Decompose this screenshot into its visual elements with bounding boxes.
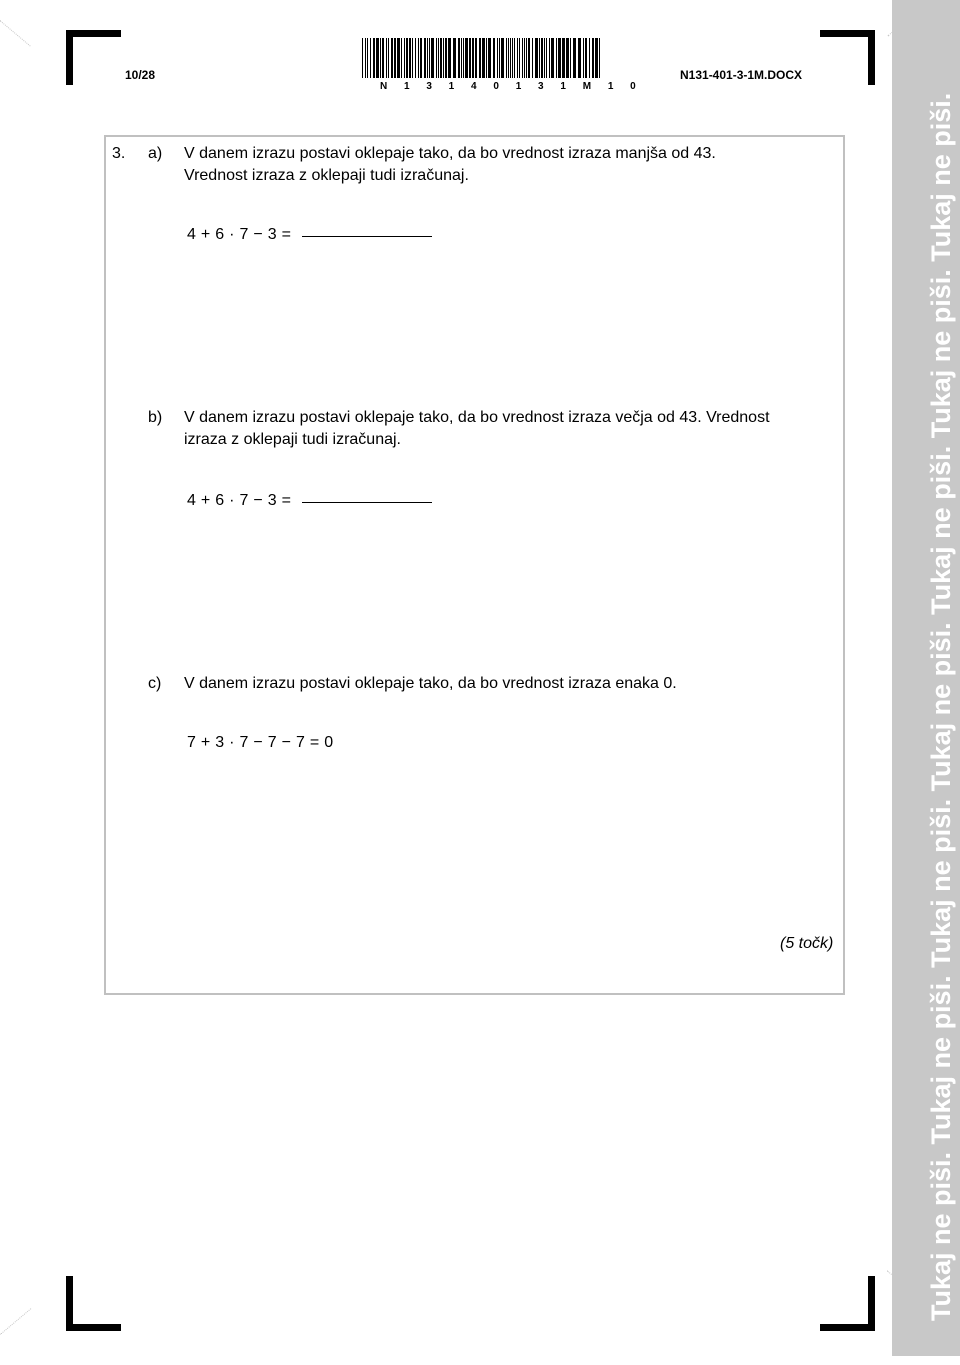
part-a-label: a) xyxy=(148,145,163,162)
part-c-expression xyxy=(187,732,333,753)
barcode-stripe xyxy=(592,38,594,78)
barcode-stripe xyxy=(541,38,543,78)
barcode-stripe xyxy=(424,38,426,78)
barcode-stripe xyxy=(562,38,565,78)
barcode-stripe xyxy=(546,38,547,78)
barcode-stripe xyxy=(595,38,598,78)
task-number: 3. xyxy=(112,145,126,162)
expr-term: 4 xyxy=(187,492,196,509)
barcode-stripe xyxy=(583,38,584,78)
crop-mark-top-right xyxy=(820,30,875,85)
barcode-stripe xyxy=(479,38,481,78)
do-not-write-bar xyxy=(892,0,960,1356)
barcode-stripe xyxy=(508,38,509,78)
barcode-stripe xyxy=(382,38,384,78)
expr-result: 0 xyxy=(324,734,334,751)
barcode-stripe xyxy=(418,38,419,78)
barcode-stripe xyxy=(488,38,491,78)
expr-term: 3 xyxy=(267,226,277,243)
expr-term: 7 xyxy=(239,492,249,509)
barcode-stripe xyxy=(522,38,523,78)
points-label: (5 točk) xyxy=(780,935,834,952)
part-b-label: b) xyxy=(148,409,163,426)
barcode-stripe xyxy=(519,38,520,78)
barcode-stripe xyxy=(463,38,464,78)
barcode-stripe xyxy=(438,38,439,78)
barcode-stripe xyxy=(573,38,576,78)
expr-operator: = xyxy=(281,492,291,509)
expr-term: 6 xyxy=(215,226,225,243)
barcode-stripe xyxy=(486,38,487,78)
barcode-stripe xyxy=(445,38,447,78)
expr-operator: − xyxy=(253,492,263,509)
barcode-stripe xyxy=(510,38,511,78)
barcode-text: N 1 3 1 4 0 1 3 1 M 1 0 xyxy=(380,81,643,92)
barcode-stripe xyxy=(556,38,557,78)
expr-operator: = xyxy=(281,226,291,243)
crop-mark-top-left xyxy=(66,30,121,85)
barcode-stripe xyxy=(461,38,462,78)
expr-term: 7 xyxy=(239,734,249,751)
part-a-instruction-line2: Vrednost izraza z oklepaji tudi izračunaj. xyxy=(184,167,469,184)
barcode-stripe xyxy=(578,38,581,78)
expr-operator: · xyxy=(229,734,235,751)
barcode-stripe xyxy=(376,38,379,78)
barcode-stripe xyxy=(475,38,477,78)
barcode-stripe xyxy=(472,38,474,78)
barcode-stripe xyxy=(514,38,515,78)
barcode-stripe xyxy=(465,38,468,78)
expr-term: 7 xyxy=(295,734,305,751)
barcode-stripe xyxy=(453,38,456,78)
part-c-label: c) xyxy=(148,675,162,692)
part-b-answer-line[interactable] xyxy=(302,502,432,503)
barcode-stripe xyxy=(524,38,525,78)
barcode-stripe xyxy=(380,38,381,78)
expr-operator: − xyxy=(253,226,263,243)
barcode-stripe xyxy=(458,38,460,78)
barcode-stripe xyxy=(497,38,498,78)
barcode-stripe xyxy=(506,38,507,78)
expr-term: 7 xyxy=(239,226,249,243)
barcode-stripe xyxy=(493,38,495,78)
barcode-stripe xyxy=(420,38,422,78)
barcode-stripe xyxy=(397,38,400,78)
part-b-instruction-line2: izraza z oklepaji tudi izračunaj. xyxy=(184,431,401,448)
expr-term: 4 xyxy=(187,226,196,243)
expr-operator: + xyxy=(200,492,211,509)
barcode-stripe xyxy=(388,38,389,78)
barcode-stripe xyxy=(599,38,600,78)
task-box xyxy=(104,135,845,995)
barcode-stripe xyxy=(427,38,428,78)
barcode-stripe xyxy=(544,38,545,78)
part-b-instruction-line1: V danem izrazu postavi oklepaje tako, da bo vrednost izraza večja od 43. Vrednost xyxy=(184,409,770,426)
barcode-stripe xyxy=(373,38,375,78)
part-c-instruction: V danem izrazu postavi oklepaje tako, da bo vrednost izraza enaka 0. xyxy=(184,675,677,692)
barcode-stripe xyxy=(499,38,500,78)
expr-term: 7 xyxy=(187,734,196,751)
barcode-stripe xyxy=(501,38,504,78)
corner-guide-bottom-left xyxy=(0,1308,57,1365)
barcode-stripe xyxy=(512,38,513,78)
barcode-stripe xyxy=(367,38,368,78)
barcode-stripe xyxy=(404,38,405,78)
part-a-expression xyxy=(187,224,432,245)
barcode-stripe xyxy=(570,38,571,78)
expr-operator: · xyxy=(229,226,235,243)
expr-term: 3 xyxy=(267,492,277,509)
barcode-stripe xyxy=(431,38,434,78)
part-b-expression xyxy=(187,490,432,511)
expr-operator: + xyxy=(200,226,211,243)
expr-operator: − xyxy=(253,734,263,751)
expr-term: 6 xyxy=(215,492,225,509)
barcode-stripe xyxy=(558,38,561,78)
barcode-stripe xyxy=(551,38,554,78)
barcode-stripe xyxy=(429,38,430,78)
barcode-stripe xyxy=(535,38,538,78)
barcode-stripe xyxy=(589,38,590,78)
barcode-stripe xyxy=(365,38,366,78)
expr-term: 7 xyxy=(267,734,277,751)
crop-mark-bottom-left xyxy=(66,1276,121,1331)
barcode-stripe xyxy=(394,38,396,78)
barcode-stripe xyxy=(585,38,587,78)
corner-guide-top-left xyxy=(0,20,31,77)
barcode-stripe xyxy=(412,38,413,78)
barcode-stripe xyxy=(401,38,402,78)
barcode-stripe xyxy=(436,38,437,78)
expr-term: 3 xyxy=(215,734,225,751)
barcode-stripe xyxy=(370,38,371,78)
barcode-stripe xyxy=(532,38,533,78)
part-a-instruction-line1: V danem izrazu postavi oklepaje tako, da bo vrednost izraza manjša od 43. xyxy=(184,145,716,162)
barcode-stripe xyxy=(482,38,485,78)
barcode-stripe xyxy=(566,38,569,78)
barcode-stripe xyxy=(386,38,387,78)
barcode-stripe xyxy=(362,38,363,78)
barcode-stripe xyxy=(526,38,527,78)
barcode-stripe xyxy=(528,38,530,78)
document-code: N131-401-3-1M.DOCX xyxy=(680,68,803,82)
barcode-stripe xyxy=(469,38,471,78)
barcode-stripe xyxy=(406,38,408,78)
barcode-stripe xyxy=(415,38,416,78)
do-not-write-text: Tukaj ne piši. Tukaj ne piši. Tukaj ne piši. Tukaj ne piši. Tukaj ne piši. Tukaj ne piši. Tukaj ne piši. xyxy=(926,92,956,1321)
part-a-answer-line[interactable] xyxy=(302,236,432,237)
page-number: 10/28 xyxy=(125,68,156,82)
barcode-stripe xyxy=(517,38,518,78)
expr-operator: − xyxy=(281,734,291,751)
barcode-stripe xyxy=(391,38,393,78)
expr-operator: · xyxy=(229,492,235,509)
barcode-stripe xyxy=(448,38,451,78)
barcode-stripe xyxy=(549,38,550,78)
expr-operator: = xyxy=(309,734,320,751)
expr-operator: + xyxy=(200,734,211,751)
barcode-stripe xyxy=(443,38,444,78)
barcode-stripe xyxy=(440,38,442,78)
barcode xyxy=(362,38,600,78)
barcode-stripe xyxy=(539,38,540,78)
barcode-stripe xyxy=(409,38,411,78)
